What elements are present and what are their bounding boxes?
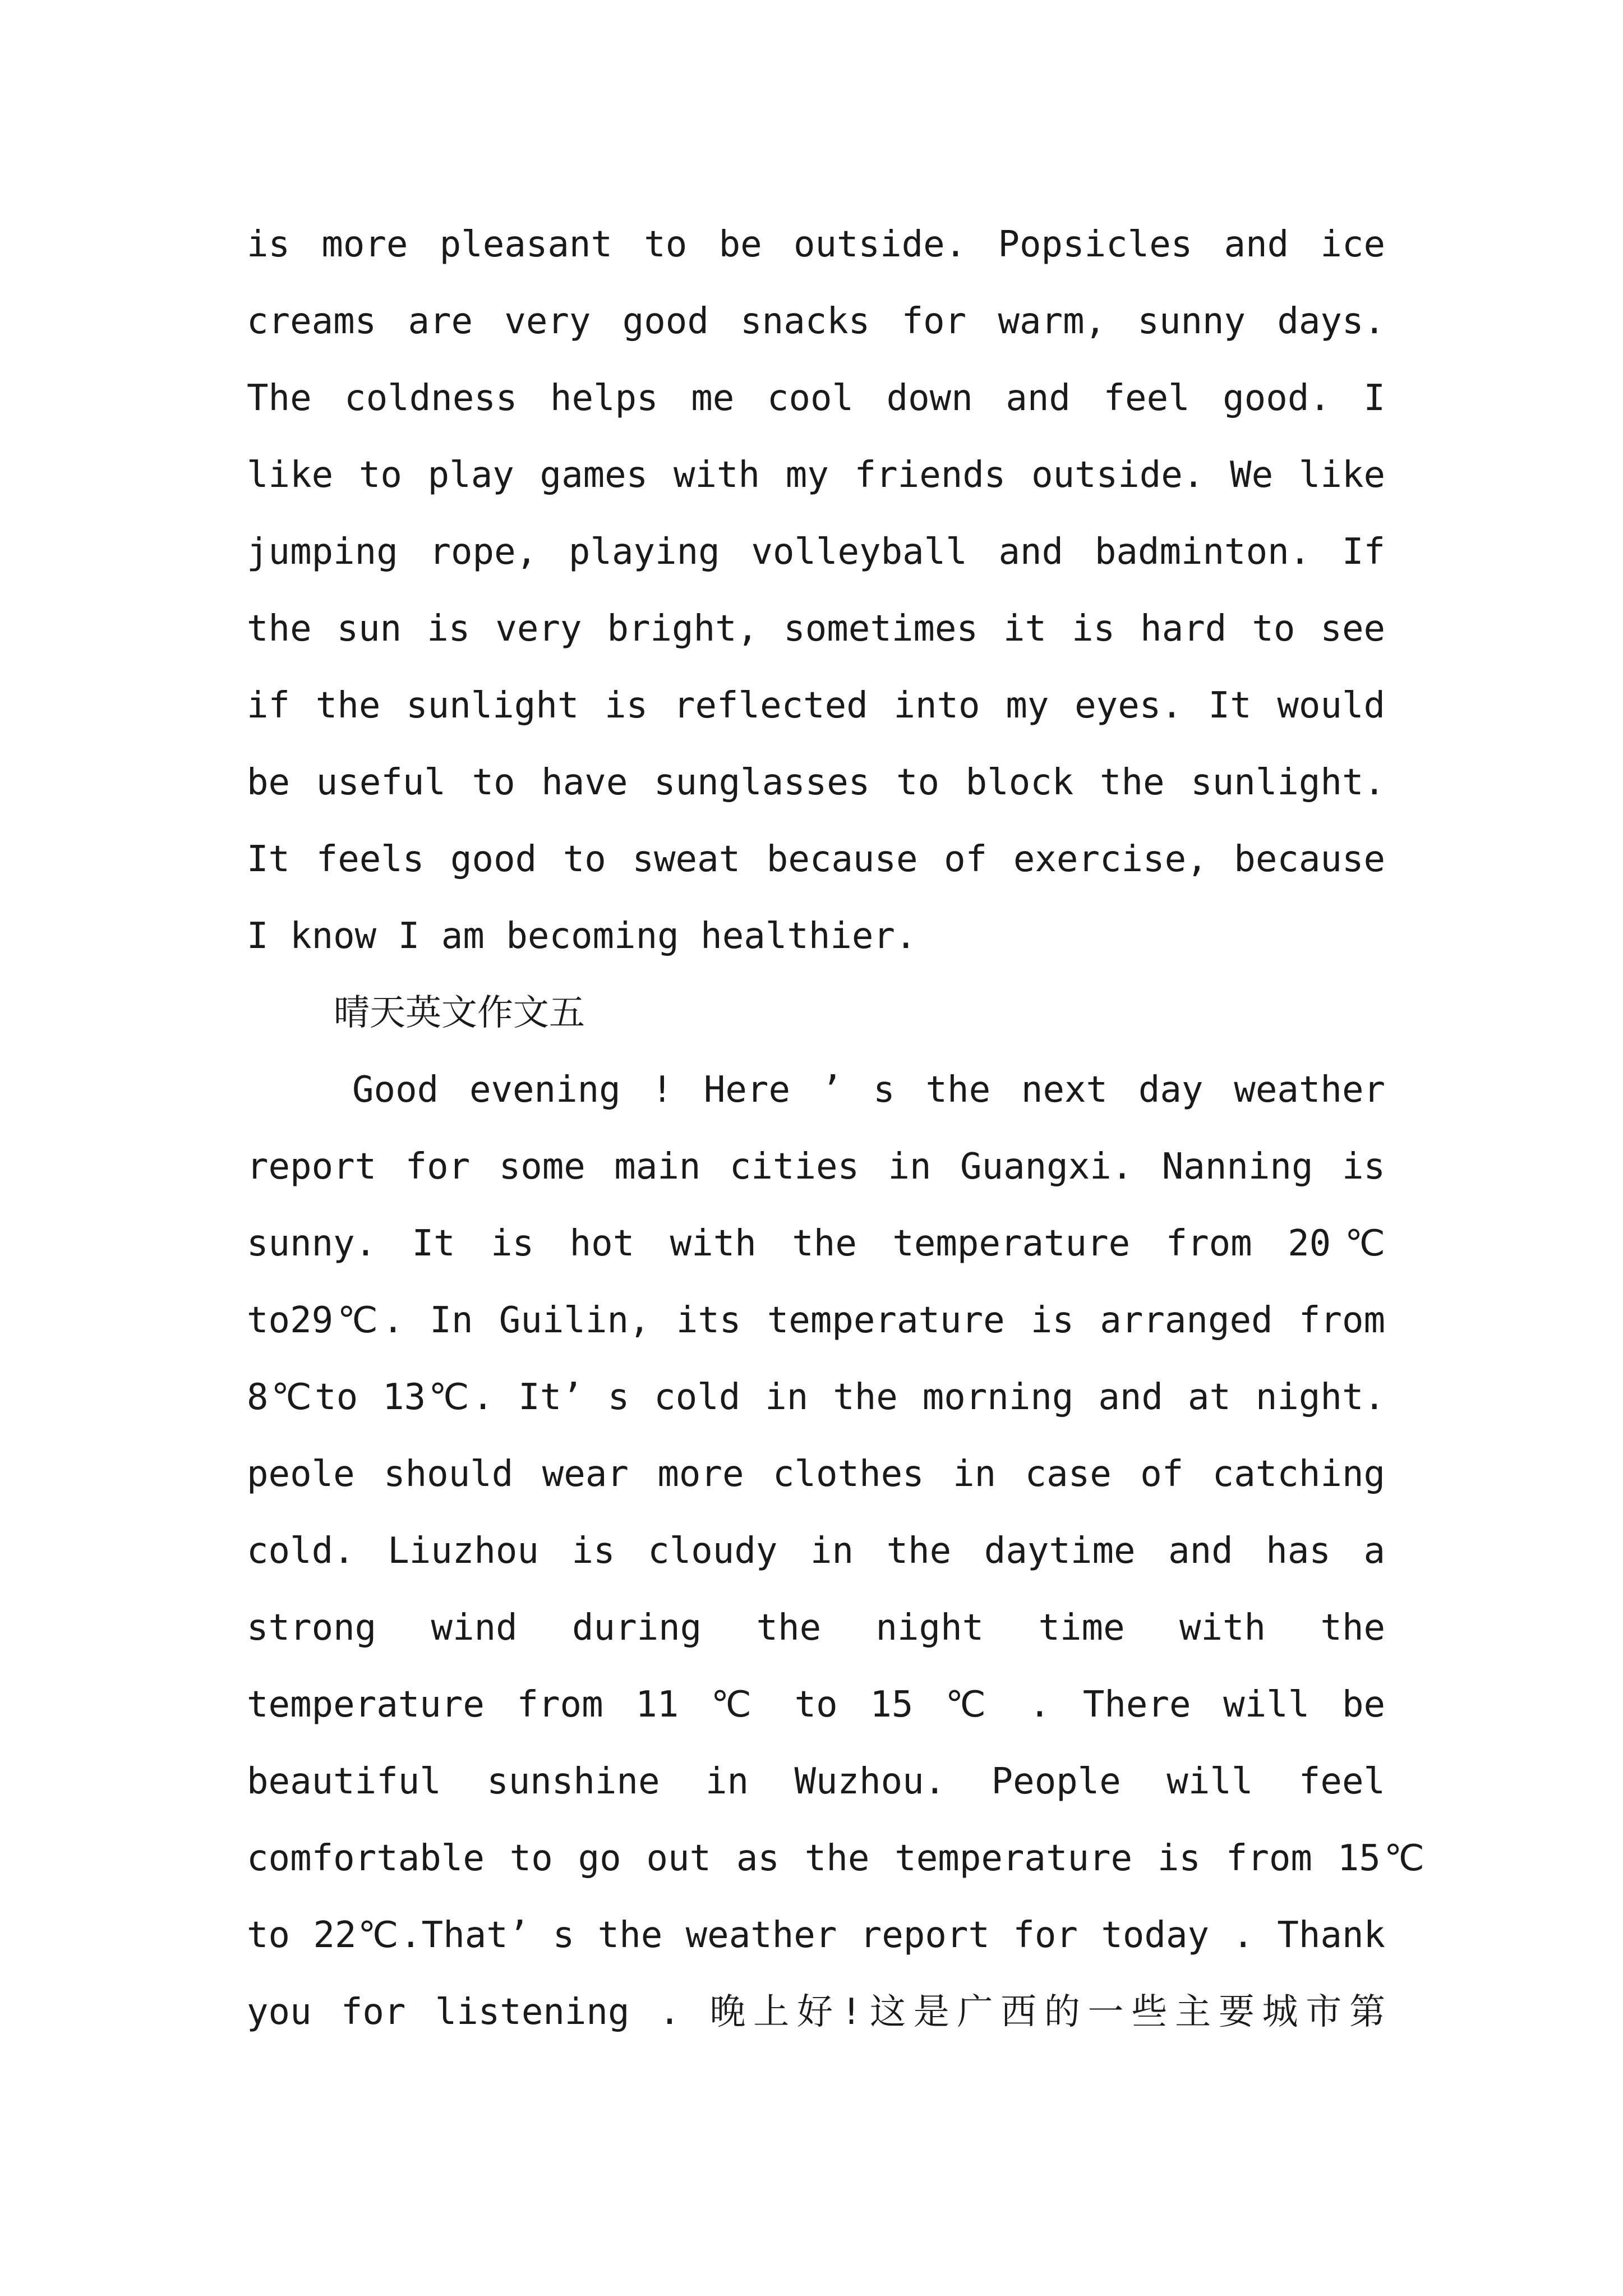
paragraph-2-line-4: to29℃. In Guilin, its temperature is arranged from bbox=[247, 1300, 1385, 1341]
paragraph-2-line-9: temperature from 11 ℃ to 15 ℃ . There will be bbox=[247, 1684, 1385, 1726]
paragraph-1-line-5: jumping rope, playing volleyball and badminton. If bbox=[247, 531, 1385, 573]
paragraph-1-line-3: The coldness helps me cool down and feel good. I bbox=[247, 378, 1385, 419]
paragraph-1-line-10: I know I am becoming healthier. bbox=[247, 915, 917, 957]
paragraph-2-line-13: you for listening . 晚上好!这是广西的一些主要城市第 bbox=[247, 1991, 1385, 2033]
paragraph-1-line-9: It feels good to sweat because of exercise, because bbox=[247, 839, 1385, 880]
paragraph-2-line-8: strong wind during the night time with the bbox=[247, 1607, 1385, 1649]
paragraph-2-line-6: peole should wear more clothes in case of catching bbox=[247, 1453, 1385, 1495]
paragraph-2-line-12: to 22℃.That’ s the weather report for today . Thank bbox=[247, 1915, 1385, 1956]
paragraph-2-line-11: comfortable to go out as the temperature is from 15℃ bbox=[247, 1838, 1424, 1879]
paragraph-2-line-1: Good evening ! Here ’ s the next day weather bbox=[352, 1069, 1385, 1111]
section-heading: 晴天英文作文五 bbox=[334, 992, 585, 1034]
paragraph-1-line-6: the sun is very bright, sometimes it is hard to see bbox=[247, 608, 1385, 650]
paragraph-2-line-7: cold. Liuzhou is cloudy in the daytime and has a bbox=[247, 1530, 1385, 1572]
paragraph-1-line-7: if the sunlight is reflected into my eyes. It would bbox=[247, 685, 1385, 726]
paragraph-1-line-2: creams are very good snacks for warm, sunny days. bbox=[247, 301, 1385, 342]
paragraph-2-line-5: 8℃to 13℃. It’ s cold in the morning and at night. bbox=[247, 1377, 1385, 1418]
paragraph-1-line-1: is more pleasant to be outside. Popsicles and ice bbox=[247, 224, 1385, 265]
paragraph-2-line-2: report for some main cities in Guangxi. Nanning is bbox=[247, 1146, 1385, 1188]
paragraph-2-line-10: beautiful sunshine in Wuzhou. People will feel bbox=[247, 1761, 1385, 1802]
paragraph-1-line-4: like to play games with my friends outside. We like bbox=[247, 454, 1385, 496]
paragraph-1-line-8: be useful to have sunglasses to block the sunlight. bbox=[247, 762, 1385, 803]
paragraph-2-line-3: sunny. It is hot with the temperature from 20℃ bbox=[247, 1223, 1385, 1264]
